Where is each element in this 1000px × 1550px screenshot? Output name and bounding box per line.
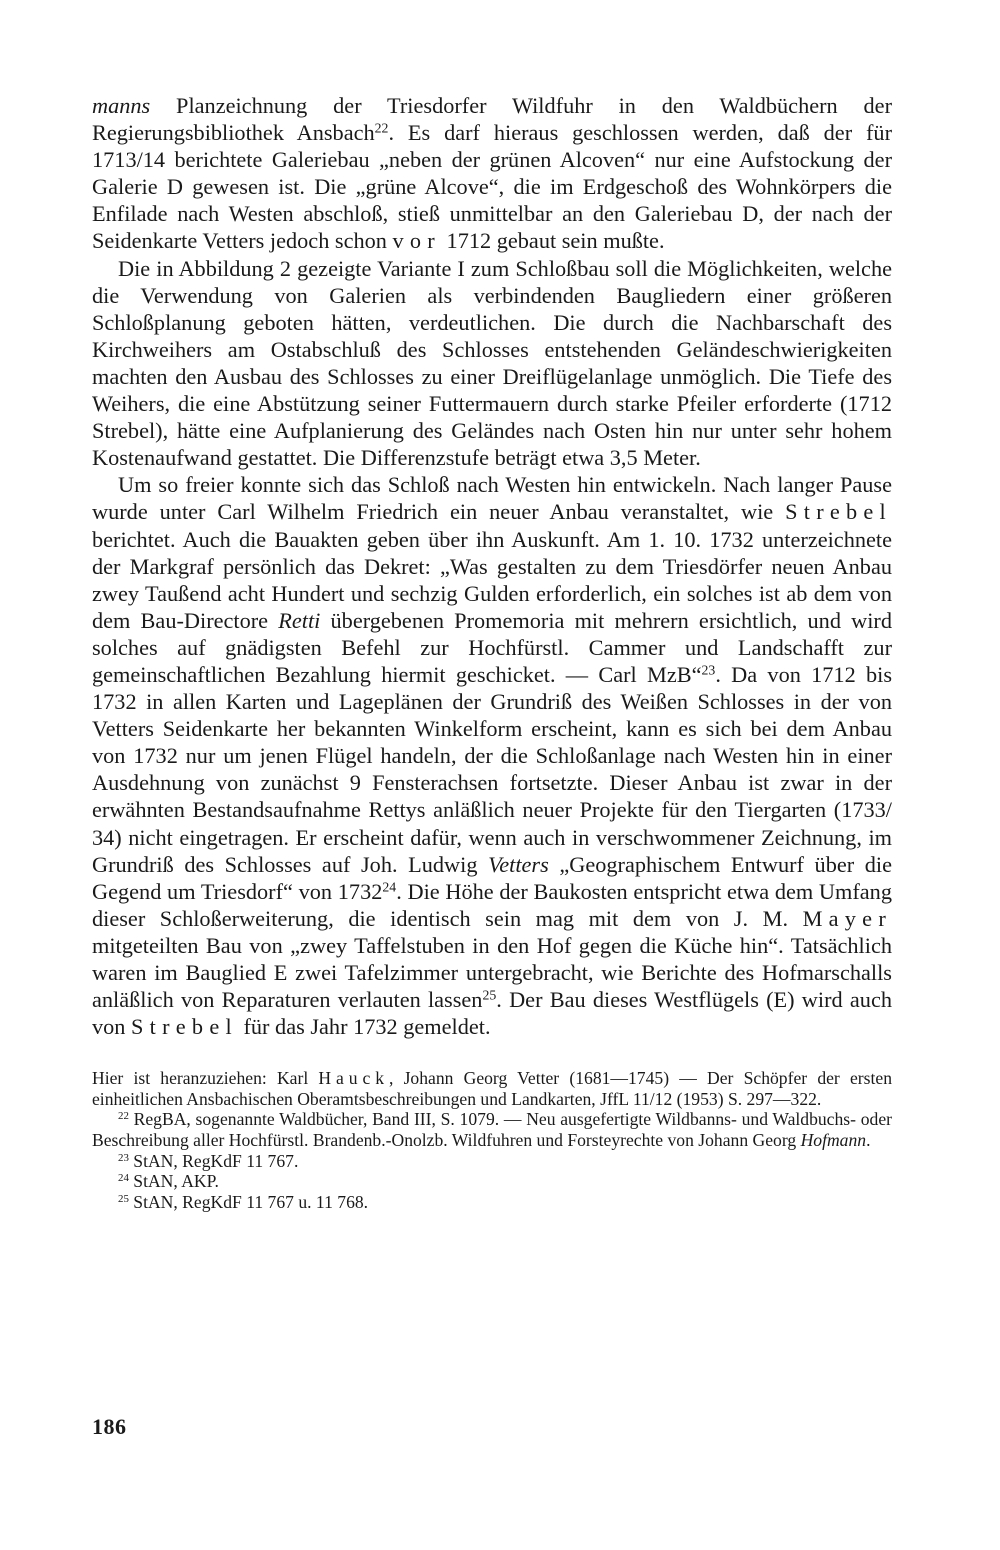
footnote-marker: 23 — [701, 662, 716, 678]
footnote-22: $^{22}$ RegBA, sogenannte Waldbücher, Band III, S. 1079. — Neu ausgefertigte Wildbanns- und Waldbuchs- oder Beschreibung aller Hochfürstl. Brandenb.-Onolzb. Wildfuhren und Forsteyrechte von Johann Georg Hofmann. — [92, 1109, 892, 1151]
paragraph: Um so freier konnte sich das Schloß nach Westen hin entwickeln. Nach langer Pause wurde unter Carl Wilhelm Friedrich ein neuer Anbau veranstaltet, wie Strebel berichtet. Auch die Bauakten geben über ihn Auskunft. Am 1. 10. 1732 unterzeichnete der Markgraf persönlich das Dekret: „Was gestalten zu dem Triesdörfer neuen Anbau zwey Taußend acht Hundert und sechzig Gulden erforderlich, ein solches ist ab dem von dem Bau-Directore Retti übergebenen Promemoria mit mehrern ersichtlich, und wird solches auf gnädigsten Befehl zur Hochfürstl. Cammer und Landschafft zur gemeinschaftlichen Bezahlung hiermit geschicket. — Carl MzB“$^{23}$. Da von 1712 bis 1732 in allen Karten und Lageplänen der Grundriß des Weißen Schlosses in der von Vetters Seidenkarte her bekannten Winkelform erscheint, kann es sich bei dem Anbau von 1732 nur um jenen Flügel handeln, der die Schloßanlage nach Westen hin in einer Ausdehnung von zunächst 9 Fensterachsen fortsetzte. Dieser Anbau ist zwar in der erwähnten Bestandsaufnahme Rettys anläßlich neuer Projekte für den Tiergarten (1733/ 34) nicht eingetragen. Er erscheint dafür, wenn auch in verschwommener Zeichnung, im Grundriß des Schlosses auf Joh. Ludwig Vetters „Geographischem Entwurf über die Gegend um Triesdorf“ von 1732$^{24}$. Die Höhe der Baukosten entspricht etwa dem Umfang dieser Schloßerweiterung, die identisch sein mag mit dem von J. M. Mayer mitgeteilten Bau von „zwey Taffelstuben in den Hof gegen die Küche hin“. Tatsächlich waren im Bauglied E zwei Tafelzimmer untergebracht, wie Berichte des Hofmarschalls anläßlich von Reparaturen verlauten lassen$^{25}$. Der Bau dieses Westflügels (E) wird auch von Strebel für das Jahr 1732 gemeldet. — [92, 472, 893, 1040]
main-text — [92, 92, 892, 1040]
footnote-23: $^{23}$ StAN, RegKdF 11 767. — [118, 1150, 299, 1171]
spaced-text: Strebel — [131, 1014, 238, 1040]
footnote-25: $^{25}$ StAN, RegKdF 11 767 u. 11 768. — [118, 1191, 369, 1212]
footnote-marker: 24 — [118, 1172, 129, 1185]
footnote-marker: 24 — [382, 879, 397, 895]
footnote-marker: 22 — [118, 1110, 129, 1123]
footnote-continuation: Hier ist heranzuziehen: Karl Hauck, Johann Georg Vetter (1681—1745) — Der Schöpfer der ersten einheitlichen Ansbachischen Oberamtsbeschreibungen und Landkarten, JffL 11/12 (1953) S. 297—322. — [92, 1068, 892, 1109]
paragraph: Die in Abbildung 2 gezeigte Variante I zum Schloßbau soll die Möglichkeiten, welche die Verwendung von Galerien als verbindenden Baugliedern einer größeren Schloßplanung geboten hätten, verdeutlichen. Die durch die Nachbarschaft des Kirchweihers am Ostabschluß des Schlosses entstehenden Geländeschwierigkeiten machten den Ausbau des Schlosses zu einer Dreiflügelanlage unmöglich. Die Tiefe des Weihers, die eine Abstützung seiner Futtermauern durch starke Pfeiler erforderte (1712 Strebel), hätte eine Aufplanierung des Geländes nach Osten hin nur unter sehr hohem Kostenaufwand gestattet. Die Differenzstufe beträgt etwa 3,5 Meter. — [92, 255, 892, 471]
italic-text: Retti — [278, 607, 321, 633]
page-content — [92, 92, 892, 1212]
spaced-text: vor — [392, 228, 441, 254]
footnote-marker: 22 — [374, 120, 389, 136]
footnotes — [92, 1068, 892, 1212]
italic-text: Hofmann — [800, 1130, 867, 1151]
spaced-text: Hauck — [318, 1068, 389, 1089]
page-number: 186 — [92, 1414, 127, 1439]
paragraph: manns Planzeichnung der Triesdorfer Wildfuhr in den Waldbüchern der Regierungsbibliothek Ansbach$^{22}$. Es darf hieraus geschlossen werden, daß der für 1713/14 berichtete Galeriebau „neben der grünen Alcoven“ nur eine Aufstockung der Galerie D gewesen ist. Die „grüne Alcove“, die im Erdgeschoß des Wohnkörpers die Enfilade nach Westen abschloß, stieß unmittelbar an den Galeriebau D, der nach der Seidenkarte Vetters jedoch schon vor 1712 gebaut sein mußte. — [92, 93, 892, 254]
footnote-24: $^{24}$ StAN, AKP. — [118, 1171, 219, 1192]
italic-text: Vetters — [488, 851, 549, 877]
footnote-marker: 23 — [118, 1151, 129, 1164]
italic-text: manns — [92, 93, 151, 118]
spaced-text: Strebel — [785, 499, 892, 525]
spaced-text: Mayer — [802, 905, 892, 931]
footnote-marker: 25 — [482, 987, 497, 1003]
footnote-marker: 25 — [118, 1192, 129, 1205]
